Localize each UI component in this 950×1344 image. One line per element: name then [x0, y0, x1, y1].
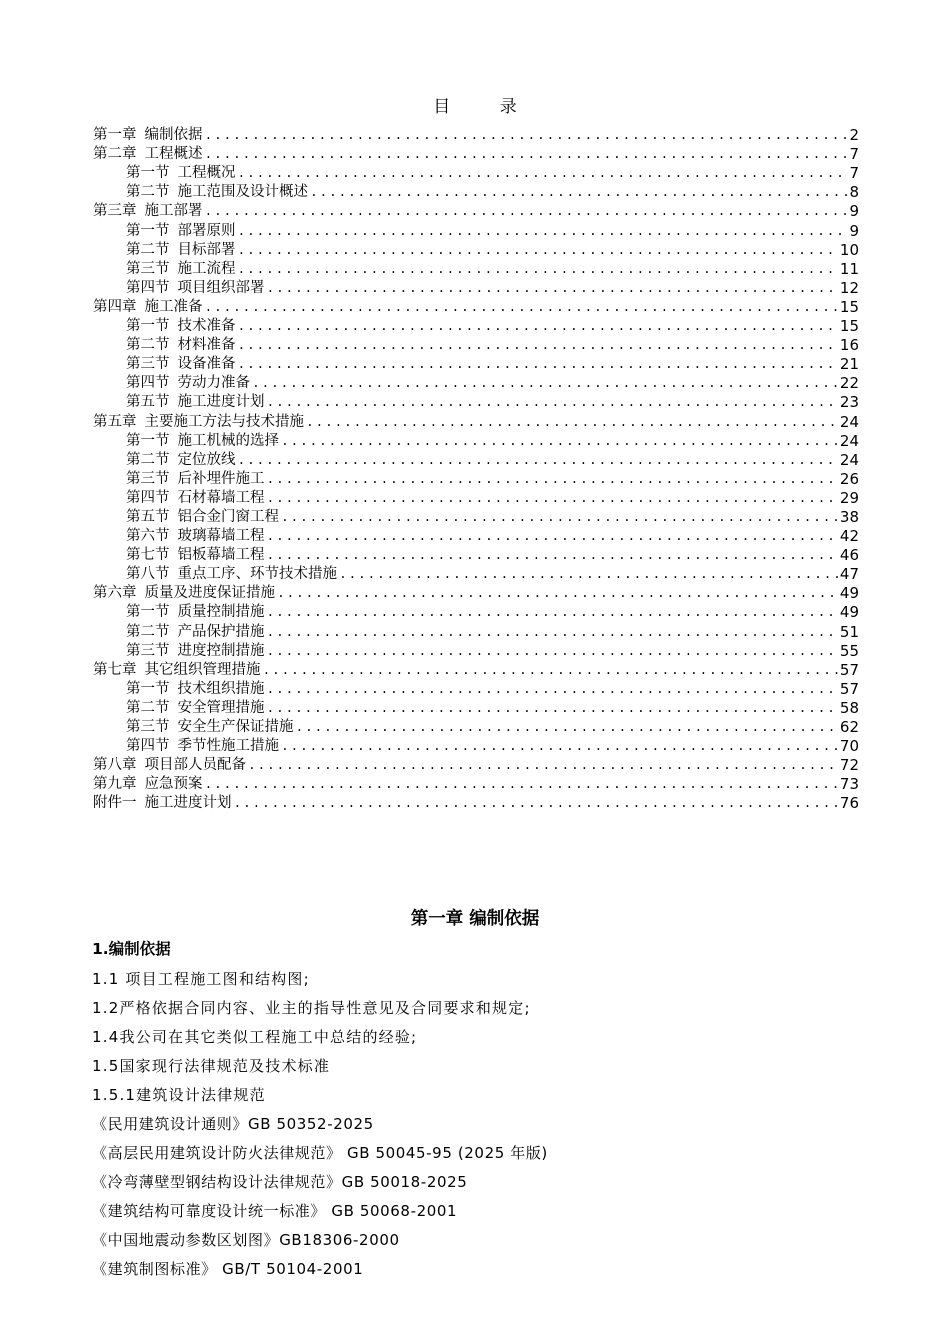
toc-leader-dots: [267, 681, 838, 698]
toc-entry-number: 第五节: [126, 394, 170, 411]
toc-entry[interactable]: [93, 335, 859, 354]
toc-leader-dots: [205, 299, 838, 316]
toc-entry[interactable]: [93, 545, 859, 564]
toc-leader-dots: [238, 223, 848, 240]
toc-entry-page: 49: [839, 603, 859, 622]
toc-entry[interactable]: [93, 450, 859, 469]
toc-leader-dots: [238, 356, 838, 373]
toc-entry-page: 12: [839, 278, 859, 297]
paragraph: 1.2严格依据合同内容、业主的指导性意见及合同要求和规定;: [92, 999, 531, 1017]
toc-leader-dots: [339, 566, 838, 583]
toc-leader-dots: [205, 127, 848, 144]
toc-entry-page: 26: [839, 469, 859, 488]
toc-entry[interactable]: [93, 621, 859, 640]
toc-entry[interactable]: [93, 469, 859, 488]
toc-leader-dots: [310, 184, 847, 201]
toc-leader-dots: [277, 585, 838, 602]
toc-entry[interactable]: [93, 316, 859, 335]
toc-entry-page: 47: [839, 565, 859, 584]
toc-entry[interactable]: [93, 774, 859, 793]
toc-entry[interactable]: [93, 201, 859, 220]
toc-entry-page: 57: [839, 679, 859, 698]
toc-entry-title: 安全管理措施: [177, 699, 265, 716]
toc-entry-title: 施工准备: [144, 298, 203, 315]
toc-leader-dots: [267, 280, 838, 297]
toc-entry-title: 质量控制措施: [177, 604, 265, 621]
toc-entry-title: 工程概况: [177, 165, 236, 182]
toc-entry-title: 定位放线: [177, 451, 236, 468]
toc-entry[interactable]: [93, 431, 859, 450]
toc-leader-dots: [248, 757, 838, 774]
toc-entry-number: 第八节: [126, 566, 170, 583]
toc-entry-page: 24: [839, 450, 859, 469]
toc-entry-title: 施工机械的选择: [177, 432, 279, 449]
toc-entry-number: 第三章: [93, 203, 137, 220]
toc-entry-number: 附件一: [93, 795, 137, 812]
toc-entry-page: 11: [839, 259, 859, 278]
toc-leader-dots: [267, 700, 838, 717]
toc-entry-title: 编制依据: [144, 127, 203, 144]
toc-entry-page: 9: [849, 202, 859, 221]
toc-entry-number: 第二节: [126, 241, 170, 258]
toc-entry-title: 应急预案: [144, 776, 203, 793]
toc-entry-title: 施工流程: [177, 260, 236, 277]
toc-entry-title: 产品保护措施: [177, 623, 265, 640]
toc-entry-page: 73: [839, 775, 859, 794]
toc-entry[interactable]: [93, 259, 859, 278]
toc-entry-page: 49: [839, 584, 859, 603]
toc-leader-dots: [267, 643, 838, 660]
toc-entry-number: 第三节: [126, 719, 170, 735]
toc-entry[interactable]: [93, 411, 859, 430]
toc-entry-title: 安全生产保证措施: [177, 719, 294, 735]
toc-entry-number: 第三节: [126, 470, 170, 487]
toc-entry-page: 58: [839, 698, 859, 717]
toc-entry-page: 22: [839, 374, 859, 393]
section-subheading: 1.编制依据: [92, 940, 171, 958]
toc-leader-dots: [234, 795, 838, 812]
toc-entry-page: 24: [839, 412, 859, 431]
toc-entry-number: 第六章: [93, 585, 137, 602]
toc-leader-dots: [205, 146, 848, 163]
toc-entry[interactable]: [93, 220, 859, 239]
toc-entry[interactable]: [93, 392, 859, 411]
toc-entry[interactable]: [93, 679, 859, 698]
toc-entry[interactable]: [93, 793, 859, 812]
toc-entry-page: 2: [849, 126, 859, 145]
standard-item: 《中国地震动参数区划图》GB18306-2000: [92, 1231, 400, 1249]
toc-leader-dots: [267, 394, 838, 411]
toc-entry-number: 第二节: [126, 623, 170, 640]
toc-entry[interactable]: [93, 526, 859, 545]
toc-entry-title: 季节性施工措施: [177, 738, 279, 755]
toc-entry-number: 第二节: [126, 184, 170, 201]
toc-leader-dots: [205, 776, 838, 793]
toc-entry-number: 第四章: [93, 298, 137, 315]
toc-entry-page: 57: [839, 660, 859, 679]
toc-leader-dots: [267, 528, 838, 545]
toc-leader-dots: [238, 337, 838, 354]
toc-entry-page: 51: [839, 622, 859, 641]
toc-entry-number: 第八章: [93, 757, 137, 774]
toc-entry-page: 42: [839, 527, 859, 546]
standard-item: 《建筑制图标准》 GB/T 50104-2001: [92, 1260, 364, 1278]
standard-item: 《建筑结构可靠度设计统一标准》 GB 50068-2001: [92, 1202, 458, 1220]
toc-entry-number: 第五节: [126, 508, 170, 525]
toc-entry-page: 10: [839, 240, 859, 259]
toc-entry-title: 项目组织部署: [177, 279, 265, 296]
toc-entry-number: 第四节: [126, 375, 170, 392]
toc-leader-dots: [205, 203, 848, 220]
toc-entry[interactable]: [93, 144, 859, 163]
standard-item: 《高层民用建筑设计防火法律规范》 GB 50045-95 (2025 年版): [92, 1144, 548, 1162]
toc-entry-title: 施工进度计划: [177, 394, 265, 411]
toc-entry-page: 29: [839, 488, 859, 507]
toc-entry[interactable]: [93, 564, 859, 583]
toc-entry-number: 第一章: [93, 127, 137, 144]
toc-entry-number: 第一节: [126, 165, 170, 182]
toc-entry-number: 第七节: [126, 547, 170, 564]
toc-entry[interactable]: [93, 736, 859, 755]
toc-leader-dots: [238, 261, 838, 278]
toc-entry-page: 15: [839, 317, 859, 336]
toc-entry[interactable]: [93, 755, 859, 774]
toc-leader-dots: [306, 414, 838, 431]
toc-entry-page: 24: [839, 431, 859, 450]
toc-entry-page: 46: [839, 546, 859, 565]
toc-entry-title: 施工部署: [144, 203, 203, 220]
toc-entry-title: 后补埋件施工: [177, 470, 265, 487]
toc-entry-title: 重点工序、环节技术措施: [177, 566, 337, 583]
standard-item: 《民用建筑设计通则》GB 50352-2025: [92, 1115, 374, 1133]
toc-entry[interactable]: [93, 278, 859, 297]
standard-item: 《冷弯薄壁型钢结构设计法律规范》GB 50018-2025: [92, 1173, 468, 1191]
toc-leader-dots: [296, 719, 838, 736]
toc-entry-title: 设备准备: [177, 356, 236, 373]
toc-entry[interactable]: [93, 297, 859, 316]
toc-leader-dots: [281, 433, 838, 450]
chapter-heading: 第一章 编制依据: [410, 909, 540, 929]
toc-entry-page: 76: [839, 794, 859, 813]
toc-entry-page: 62: [839, 718, 859, 736]
toc-entry-number: 第二章: [93, 146, 137, 163]
toc-entry-page: 8: [849, 183, 859, 202]
toc-entry-title: 项目部人员配备: [144, 757, 246, 774]
toc-entry-number: 第五章: [93, 413, 137, 430]
toc-entry-title: 技术组织措施: [177, 680, 265, 697]
toc-entry[interactable]: [93, 583, 859, 602]
toc-entry[interactable]: [93, 182, 859, 201]
toc-entry-title: 石材幕墙工程: [177, 489, 265, 506]
toc-leader-dots: [238, 452, 838, 469]
toc-entry[interactable]: [93, 602, 859, 621]
toc-entry-title: 玻璃幕墙工程: [177, 528, 265, 545]
paragraph: 1.5.1建筑设计法律规范: [92, 1086, 266, 1104]
toc-entry[interactable]: [93, 240, 859, 259]
toc-leader-dots: [267, 471, 838, 488]
toc-leader-dots: [267, 604, 838, 621]
toc-entry[interactable]: [93, 698, 859, 717]
toc-entry-number: 第九章: [93, 776, 137, 793]
toc-entry-number: 第一节: [126, 604, 170, 621]
toc-entry-number: 第七章: [93, 661, 137, 678]
toc-entry-title: 施工范围及设计概述: [177, 184, 308, 201]
toc-entry-page: 21: [839, 355, 859, 374]
toc-leader-dots: [238, 165, 848, 182]
table-of-contents: [93, 125, 859, 812]
toc-entry[interactable]: [93, 488, 859, 507]
toc-leader-dots: [238, 318, 838, 335]
chapter-body: [92, 938, 872, 1287]
toc-entry-title: 其它组织管理措施: [144, 661, 261, 678]
toc-entry-page: 72: [839, 756, 859, 775]
toc-entry-title: 质量及进度保证措施: [144, 585, 275, 602]
toc-title: 目 录: [433, 97, 539, 117]
toc-leader-dots: [267, 624, 838, 641]
toc-entry-number: 第四节: [126, 738, 170, 755]
toc-entry-title: 技术准备: [177, 318, 236, 335]
toc-entry-number: 第一节: [126, 318, 170, 335]
toc-entry-page: 16: [839, 336, 859, 355]
toc-entry-title: 劳动力准备: [177, 375, 250, 392]
toc-entry-title: 铝板幕墙工程: [177, 547, 265, 564]
toc-entry-title: 主要施工方法与技术措施: [144, 413, 304, 430]
toc-entry-page: 38: [839, 507, 859, 526]
toc-entry-page: 15: [839, 297, 859, 316]
toc-entry-number: 第二节: [126, 337, 170, 354]
toc-entry-title: 部署原则: [177, 222, 236, 239]
toc-leader-dots: [252, 375, 838, 392]
toc-entry-page: 70: [839, 737, 859, 756]
toc-entry-page: 9: [849, 221, 859, 240]
toc-entry[interactable]: [93, 660, 859, 679]
toc-entry-title: 施工进度计划: [144, 795, 232, 812]
toc-entry-page: 7: [849, 164, 859, 183]
toc-leader-dots: [267, 547, 838, 564]
toc-entry-title: 目标部署: [177, 241, 236, 258]
toc-entry-title: 铝合金门窗工程: [177, 508, 279, 525]
toc-entry[interactable]: [93, 717, 859, 736]
toc-leader-dots: [263, 662, 838, 679]
toc-entry-number: 第三节: [126, 260, 170, 277]
toc-entry[interactable]: [93, 354, 859, 373]
toc-entry-number: 第一节: [126, 222, 170, 239]
toc-entry-page: 55: [839, 641, 859, 660]
paragraph: 1.5国家现行法律规范及技术标准: [92, 1057, 331, 1075]
toc-leader-dots: [281, 509, 838, 526]
toc-entry-number: 第三节: [126, 642, 170, 659]
toc-entry-number: 第三节: [126, 356, 170, 373]
toc-entry-number: 第四节: [126, 489, 170, 506]
toc-leader-dots: [267, 490, 838, 507]
toc-entry[interactable]: [93, 507, 859, 526]
toc-entry-number: 第二节: [126, 699, 170, 716]
toc-entry[interactable]: [93, 641, 859, 660]
paragraph: 1.1 项目工程施工图和结构图;: [92, 970, 310, 988]
toc-entry[interactable]: [93, 125, 859, 144]
toc-entry-number: 第一节: [126, 680, 170, 697]
toc-entry-number: 第四节: [126, 279, 170, 296]
toc-entry-page: 7: [849, 145, 859, 164]
toc-entry-title: 工程概述: [144, 146, 203, 163]
toc-entry-number: 第一节: [126, 432, 170, 449]
toc-entry-title: 材料准备: [177, 337, 236, 354]
paragraph: 1.4我公司在其它类似工程施工中总结的经验;: [92, 1028, 418, 1046]
toc-entry-page: 23: [839, 393, 859, 412]
toc-entry[interactable]: [93, 163, 859, 182]
toc-entry[interactable]: [93, 373, 859, 392]
toc-leader-dots: [281, 738, 838, 755]
toc-entry-title: 进度控制措施: [177, 642, 265, 659]
toc-leader-dots: [238, 242, 838, 259]
toc-entry-number: 第二节: [126, 451, 170, 468]
toc-entry-number: 第六节: [126, 528, 170, 545]
